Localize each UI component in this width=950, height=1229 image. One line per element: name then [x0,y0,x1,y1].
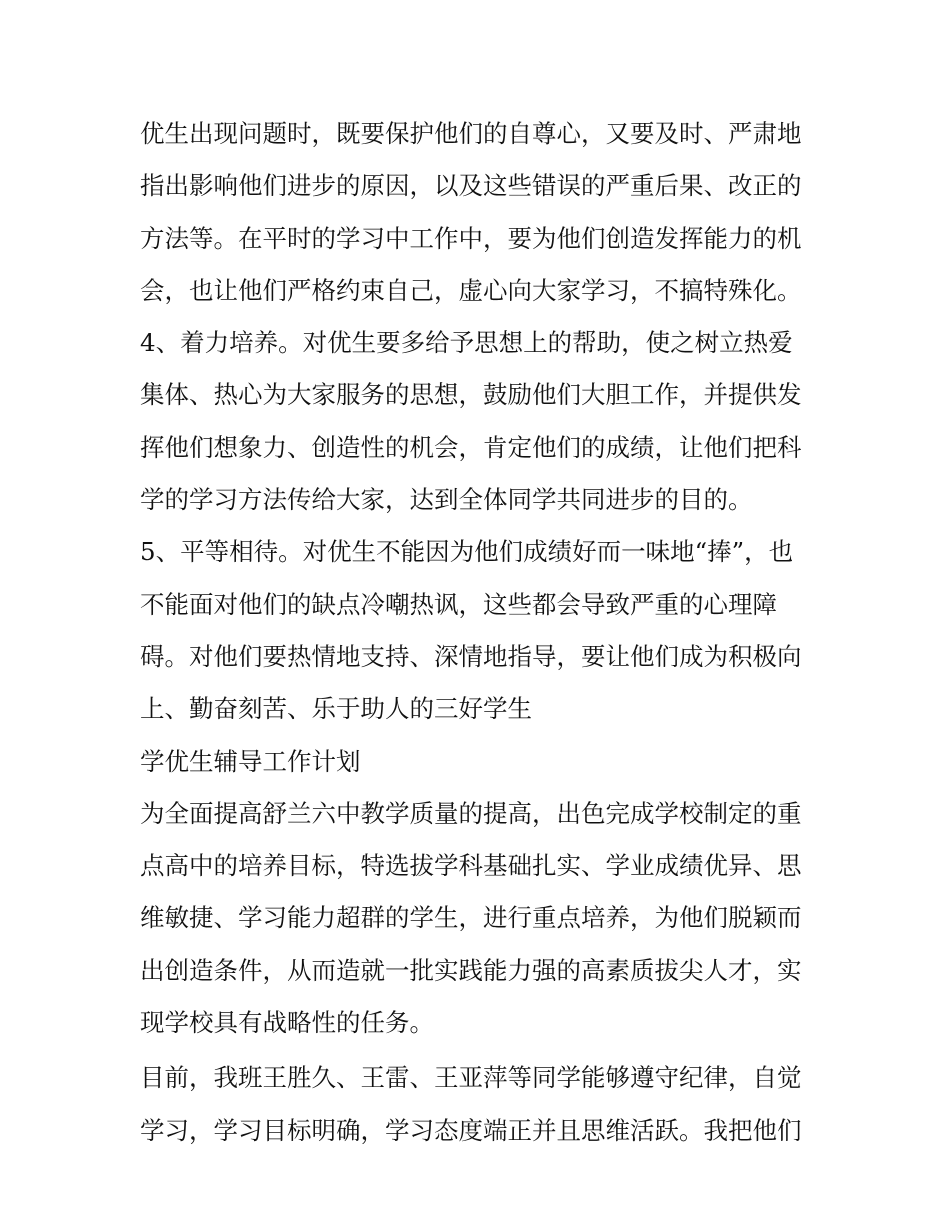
text-line: 方法等。在平时的学习中工作中，要为他们创造发挥能力的机 [140,223,802,253]
text-line: 上、勤奋刻苦、乐于助人的三好学生 [140,694,532,724]
text-line: 优生出现问题时，既要保护他们的自尊心，又要及时、严肃地 [140,119,802,148]
text-line: 为全面提高舒兰六中教学质量的提高，出色完成学校制定的重 [140,798,802,828]
text-line: 挥他们想象力、创造性的机会，肯定他们的成绩，让他们把科 [140,432,802,462]
document-body [140,108,815,1157]
text-line: 出创造条件，从而造就一批实践能力强的高素质拔尖人才，实 [140,955,802,985]
text-line: 5、平等相待。对优生不能因为他们成绩好而一味地“捧”，也 [140,537,794,567]
text-line: 集体、热心为大家服务的思想，鼓励他们大胆工作，并提供发 [140,380,802,410]
text-line: 现学校具有战略性的任务。 [140,1008,434,1038]
text-line: 维敏捷、学习能力超群的学生，进行重点培养，为他们脱颖而 [140,903,802,933]
text-line: 指出影响他们进步的原因，以及这些错误的严重后果、改正的 [140,171,802,201]
text-line: 会，也让他们严格约束自己，虚心向大家学习，不搞特殊化。 [140,275,802,305]
text-line: 4、着力培养。对优生要多给予思想上的帮助，使之树立热爱 [140,328,793,358]
text-line: 点高中的培养目标，特选拔学科基础扎实、学业成绩优异、思 [140,851,802,881]
section-heading: 学优生辅导工作计划 [140,746,361,776]
text-line: 目前，我班王胜久、王雷、王亚萍等同学能够遵守纪律，自觉 [140,1063,802,1093]
text-line: 学的学习方法传给大家，达到全体同学共同进步的目的。 [140,485,753,515]
text-line: 学习，学习目标明确，学习态度端正并且思维活跃。我把他们 [140,1115,802,1145]
text-line: 碍。对他们要热情地支持、深情地指导，要让他们成为积极向 [140,641,802,671]
text-line: 不能面对他们的缺点冷嘲热讽，这些都会导致严重的心理障 [140,589,777,619]
